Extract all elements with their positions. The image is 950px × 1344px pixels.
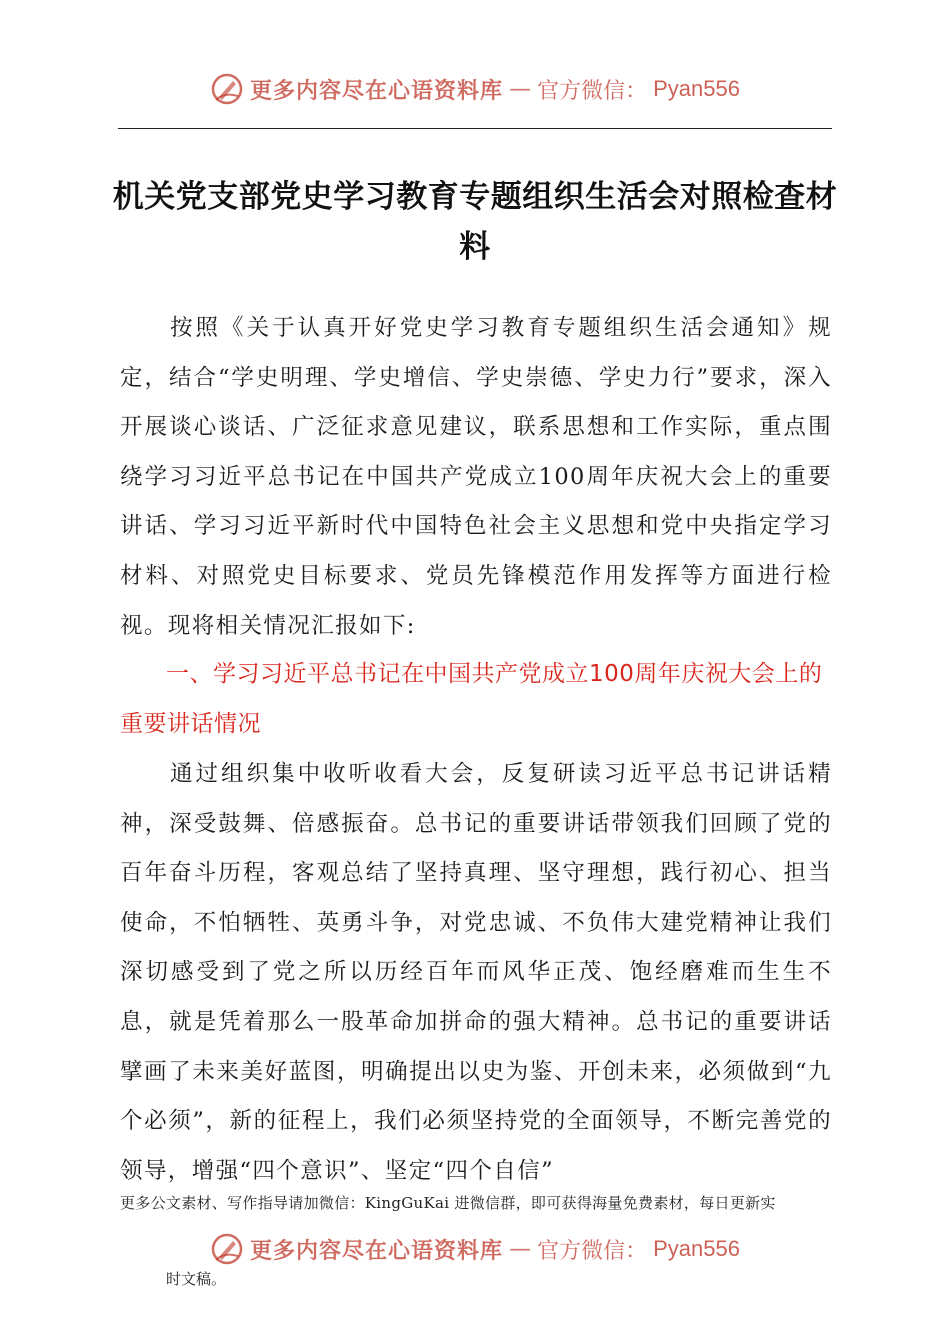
watermark-wechat-id: Pyan556: [653, 76, 740, 101]
footer-watermark: [0, 1232, 950, 1266]
footer-note-tail: 时文稿。: [166, 1270, 227, 1288]
watermark-main-text: 更多内容尽在心语资料库: [250, 77, 504, 104]
watermark-separator: —: [509, 76, 532, 102]
paragraph-intro: 按照《关于认真开好党史学习教育专题组织生活会通知》规定，结合“学史明理、学史增信、学史崇德、学史力行”要求，深入开展谈心谈话、广泛征求意见建议，联系思想和工作实际，重点围绕学习习近平总书记在中国共产党成立100周年庆祝大会上的重要讲话、学习习近平新时代中国特色社会主义思想和党中央指定学习材料、对照党史目标要求、党员先锋模范作用发挥等方面进行检视。现将相关情况汇报如下:: [120, 315, 832, 639]
header-divider: [118, 128, 832, 129]
footer-note: 更多公文素材、写作指导请加微信：KingGuKai 进微信群，即可获得海量免费素材，每日更新实: [120, 1194, 776, 1212]
watermark-main-text: 更多内容尽在心语资料库: [250, 1237, 504, 1264]
header-watermark: [0, 72, 950, 106]
pen-logo-icon: [210, 72, 244, 106]
watermark-separator: —: [509, 1236, 532, 1262]
pen-logo-icon: [210, 1232, 244, 1266]
watermark-wechat-label: 官方微信：: [537, 78, 648, 104]
watermark-wechat-id: Pyan556: [653, 1236, 740, 1261]
paragraph-section-1: 通过组织集中收听收看大会，反复研读习近平总书记讲话精神，深受鼓舞、倍感振奋。总书记的重要讲话带领我们回顾了党的百年奋斗历程，客观总结了坚持真理、坚守理想，践行初心、担当使命，不怕牺牲、英勇斗争，对党忠诚、不负伟大建党精神让我们深切感受到了党之所以历经百年而风华正茂、饱经磨难而生生不息，就是凭着那么一股革命加拼命的强大精神。总书记的重要讲话擘画了未来美好蓝图，明确提出以史为鉴、开创未来，必须做到“九个必须”，新的征程上，我们必须坚持党的全面领导，不断完善党的领导，增强“四个意识”、坚定“四个自信”: [120, 761, 832, 1184]
document-title: 机关党支部党史学习教育专题组织生活会对照检查材料: [112, 179, 838, 265]
watermark-wechat-label: 官方微信：: [537, 1238, 648, 1264]
section-heading-1: 一、学习习近平总书记在中国共产党成立100周年庆祝大会上的重要讲话情况: [120, 661, 823, 737]
